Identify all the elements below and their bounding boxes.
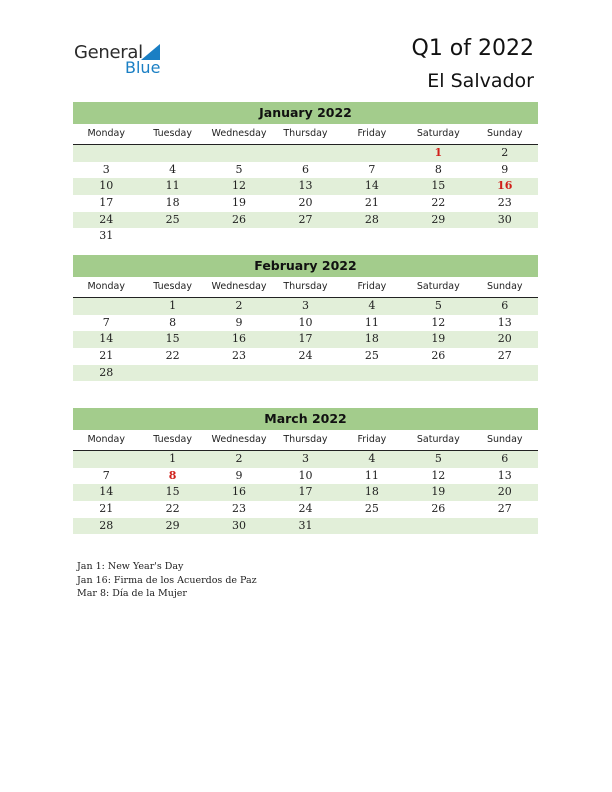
day-cell: 3 [102, 162, 110, 176]
day-cell: 24 [298, 349, 313, 363]
day-cell: 13 [497, 468, 512, 482]
day-cell: 28 [99, 365, 114, 379]
day-cell: 15 [165, 485, 180, 499]
day-cell [472, 228, 538, 245]
day-cell [339, 145, 405, 162]
day-cell [405, 518, 471, 535]
day-cell: 18 [364, 332, 379, 346]
day-cell: 9 [235, 468, 243, 482]
day-cell: 3 [301, 299, 309, 312]
week-row [73, 331, 538, 348]
day-cell: 15 [431, 179, 446, 193]
weekday-label: Monday [87, 281, 125, 292]
day-cell: 23 [497, 196, 512, 210]
day-cell: 7 [368, 162, 376, 176]
week-row [73, 212, 538, 229]
day-cell [272, 145, 338, 162]
month-header: March 2022 [73, 408, 538, 430]
day-cell [206, 145, 272, 162]
day-cell: 4 [169, 162, 177, 176]
page-title: Q1 of 2022 [411, 36, 534, 61]
day-cell [206, 228, 272, 245]
weekday-label: Saturday [416, 281, 460, 292]
weekday-label: Monday [87, 128, 125, 139]
weekday-header-row [73, 430, 538, 451]
day-cell: 12 [431, 315, 446, 329]
day-cell [272, 228, 338, 245]
day-cell: 5 [235, 162, 243, 176]
day-cell: 19 [232, 196, 247, 210]
holiday-note: Jan 16: Firma de los Acuerdos de Paz [77, 574, 257, 586]
day-cell: 29 [431, 212, 446, 226]
day-cell: 25 [364, 349, 379, 363]
month-calendar [73, 408, 538, 534]
month-calendar [73, 255, 538, 381]
day-cell [139, 228, 205, 245]
day-cell: 28 [99, 518, 114, 532]
day-cell: 22 [431, 196, 446, 210]
day-cell: 27 [497, 502, 512, 516]
weekday-label: Sunday [486, 128, 523, 139]
day-cell: 24 [298, 502, 313, 516]
day-cell: 14 [364, 179, 379, 193]
day-cell: 13 [298, 179, 313, 193]
day-cell [73, 451, 139, 468]
day-cell [139, 145, 205, 162]
day-cell [206, 365, 272, 382]
country-name: El Salvador [427, 70, 534, 92]
holiday-note: Mar 8: Día de la Mujer [77, 588, 187, 599]
weekday-label: Thursday [283, 281, 328, 292]
weekday-label: Sunday [486, 281, 523, 292]
day-cell: 7 [102, 468, 110, 482]
holiday-notes [77, 560, 257, 601]
day-cell: 14 [99, 485, 114, 499]
weekday-label: Sunday [486, 434, 523, 445]
day-cell: 15 [165, 332, 180, 346]
week-row [73, 162, 538, 179]
weekday-label: Tuesday [153, 434, 192, 445]
day-cell: 6 [501, 299, 509, 312]
day-cell: 1 [169, 299, 177, 312]
day-cell: 16 [497, 179, 513, 193]
day-cell [339, 228, 405, 245]
weekday-label: Friday [357, 281, 387, 292]
week-row [73, 484, 538, 501]
day-cell: 29 [165, 518, 180, 532]
day-cell: 1 [434, 146, 443, 159]
week-row [73, 195, 538, 212]
week-row [73, 451, 538, 468]
day-cell: 8 [169, 315, 177, 329]
day-cell: 16 [232, 485, 247, 499]
week-row [73, 298, 538, 315]
day-cell: 11 [364, 315, 379, 329]
day-cell [405, 365, 471, 382]
day-cell: 21 [364, 196, 379, 210]
day-cell: 22 [165, 502, 180, 516]
week-row [73, 178, 538, 195]
day-cell: 26 [431, 502, 446, 516]
weekday-label: Thursday [283, 128, 328, 139]
weekday-label: Wednesday [211, 128, 267, 139]
day-cell: 5 [434, 299, 442, 312]
day-cell: 23 [232, 349, 247, 363]
day-cell: 10 [298, 315, 313, 329]
day-cell: 21 [99, 349, 114, 363]
day-cell: 7 [102, 315, 110, 329]
day-cell: 26 [431, 349, 446, 363]
day-cell: 30 [232, 518, 247, 532]
day-cell: 11 [165, 179, 180, 193]
day-cell [405, 228, 471, 245]
day-cell: 2 [501, 146, 509, 159]
day-cell: 19 [431, 332, 446, 346]
month-header: January 2022 [73, 102, 538, 124]
day-cell: 3 [301, 452, 309, 465]
day-cell: 14 [99, 332, 114, 346]
day-cell: 20 [497, 485, 512, 499]
day-cell: 9 [235, 315, 243, 329]
month-calendar [73, 102, 538, 245]
day-cell: 11 [364, 468, 379, 482]
day-cell: 31 [99, 229, 114, 243]
day-cell: 18 [165, 196, 180, 210]
week-row [73, 145, 538, 162]
weekday-label: Wednesday [211, 434, 267, 445]
weekday-label: Tuesday [153, 281, 192, 292]
day-cell: 22 [165, 349, 180, 363]
day-cell: 2 [235, 452, 243, 465]
day-cell: 18 [364, 485, 379, 499]
day-cell: 27 [298, 212, 313, 226]
weekday-label: Wednesday [211, 281, 267, 292]
day-cell: 17 [298, 485, 313, 499]
weekday-label: Friday [357, 434, 387, 445]
day-cell: 8 [168, 468, 177, 482]
day-cell: 8 [434, 162, 442, 176]
day-cell: 19 [431, 485, 446, 499]
day-cell: 10 [99, 179, 114, 193]
logo-general-text: General [74, 42, 143, 63]
week-row [73, 348, 538, 365]
day-cell [139, 365, 205, 382]
day-cell: 31 [298, 518, 313, 532]
day-cell: 5 [434, 452, 442, 465]
weekday-label: Monday [87, 434, 125, 445]
weekday-label: Saturday [416, 128, 460, 139]
day-cell: 28 [364, 212, 379, 226]
day-cell: 10 [298, 468, 313, 482]
day-cell: 6 [501, 452, 509, 465]
day-cell: 25 [165, 212, 180, 226]
day-cell: 9 [501, 162, 509, 176]
weekday-label: Tuesday [153, 128, 192, 139]
day-cell: 27 [497, 349, 512, 363]
weekday-header-row [73, 277, 538, 298]
day-cell: 24 [99, 212, 114, 226]
day-cell: 23 [232, 502, 247, 516]
day-cell [472, 518, 538, 535]
day-cell: 16 [232, 332, 247, 346]
day-cell: 30 [497, 212, 512, 226]
day-cell: 1 [169, 452, 177, 465]
week-row [73, 518, 538, 535]
day-cell: 21 [99, 502, 114, 516]
weekday-header-row [73, 124, 538, 145]
day-cell: 13 [497, 315, 512, 329]
day-cell: 17 [99, 196, 114, 210]
day-cell: 20 [497, 332, 512, 346]
weekday-label: Friday [357, 128, 387, 139]
day-cell [272, 365, 338, 382]
day-cell: 26 [232, 212, 247, 226]
month-header: February 2022 [73, 255, 538, 277]
holiday-note: Jan 1: New Year's Day [77, 561, 184, 572]
day-cell: 12 [431, 468, 446, 482]
day-cell: 17 [298, 332, 313, 346]
weekday-label: Thursday [283, 434, 328, 445]
day-cell: 20 [298, 196, 313, 210]
day-cell [73, 298, 139, 315]
week-row [73, 501, 538, 518]
weekday-label: Saturday [416, 434, 460, 445]
generalblue-logo [74, 42, 184, 78]
day-cell: 25 [364, 502, 379, 516]
week-row [73, 365, 538, 382]
day-cell: 4 [368, 452, 376, 465]
week-row [73, 315, 538, 332]
day-cell [73, 145, 139, 162]
day-cell [339, 518, 405, 535]
day-cell: 4 [368, 299, 376, 312]
day-cell: 12 [232, 179, 247, 193]
day-cell [339, 365, 405, 382]
day-cell [472, 365, 538, 382]
logo-blue-text: Blue [125, 58, 161, 77]
day-cell: 2 [235, 299, 243, 312]
day-cell: 6 [301, 162, 309, 176]
week-row [73, 468, 538, 485]
week-row [73, 228, 538, 245]
